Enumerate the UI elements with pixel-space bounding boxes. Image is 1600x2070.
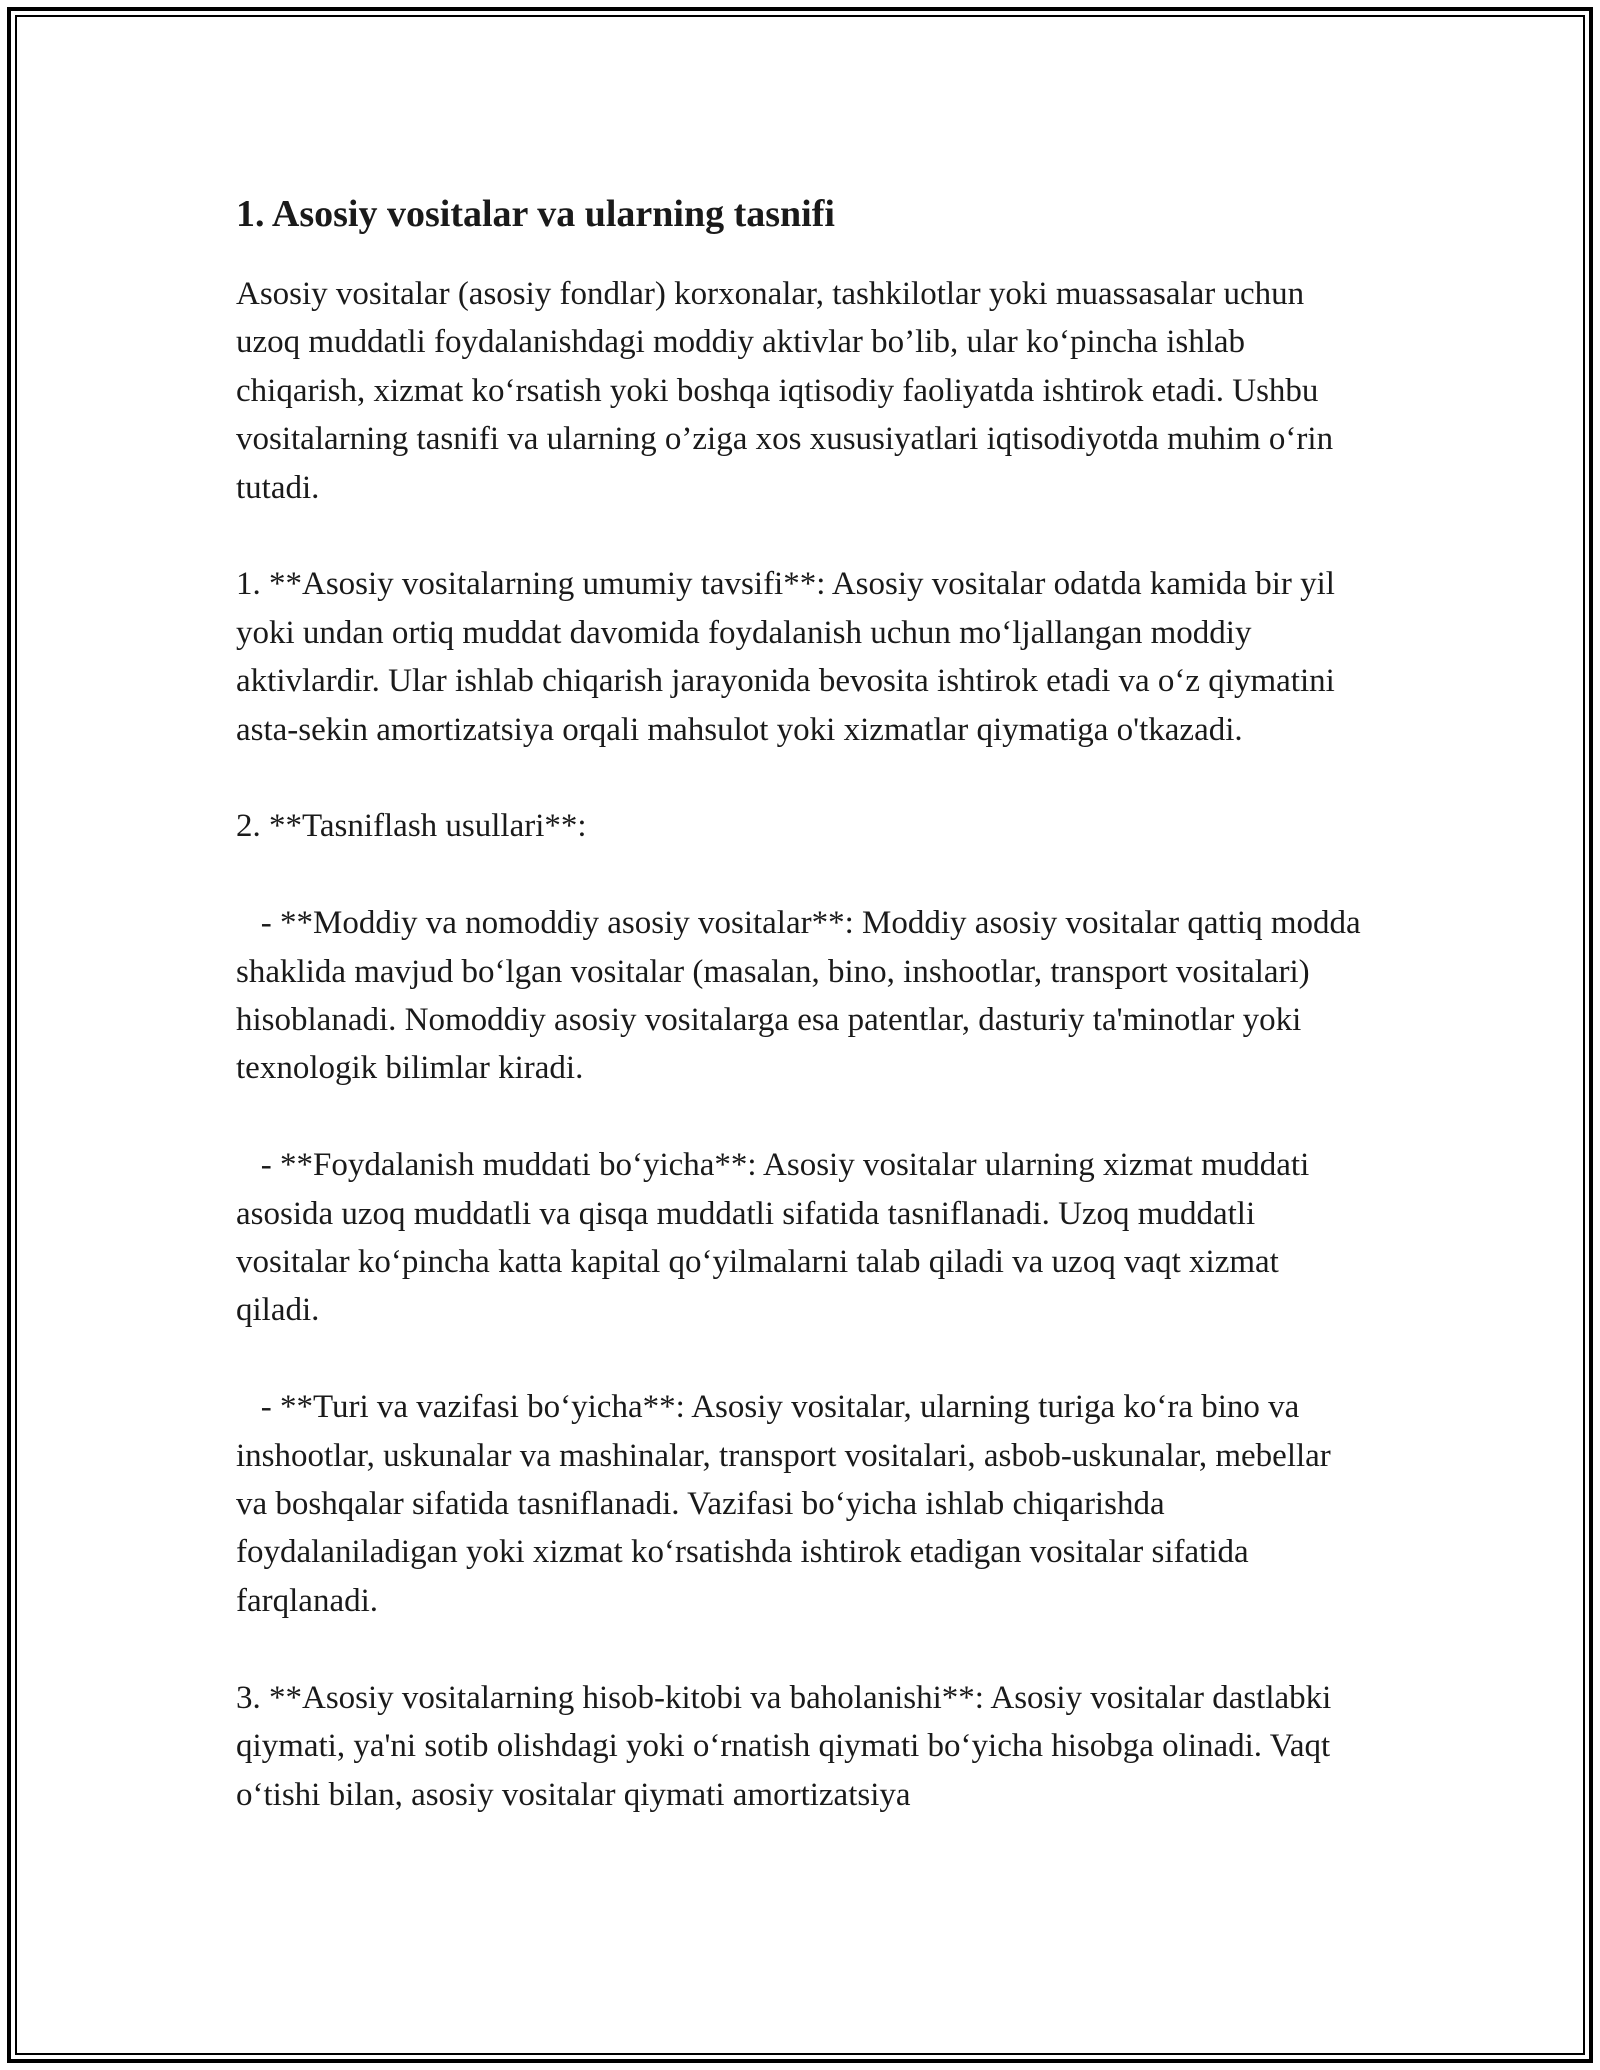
paragraph-type-function: - **Turi va vazifasi bo‘yicha**: Asosiy vositalar, ularning turiga ko‘ra bino va inshootlar, uskunalar va mashinalar, transport vositalari, asbob-uskunalar, mebellar va boshqalar sifatida tasniflanadi. Vazifasi bo‘yicha ishlab chiqarishda foydalaniladigan yoki xizmat ko‘rsatishda ishtirok etadigan vositalar sifatida farqlanadi. [236,1389,1340,1619]
paragraph-accounting-valuation: 3. **Asosiy vositalarning hisob-kitobi va baholanishi**: Asosiy vositalar dastlabki qiymati, ya'ni sotib olishdagi yoki o‘rnatish qiymati bo‘yicha hisobga olinadi. Vaqt o‘tishi bilan, asosiy vositalar qiymati amortizatsiya [236,1679,1340,1813]
paragraph-intro: Asosiy vositalar (asosiy fondlar) korxonalar, tashkilotlar yoki muassasalar uchun uzoq muddatli foydalanishdagi moddiy aktivlar bo’lib, ular ko‘pincha ishlab chiqarish, xizmat ko‘rsatish yoki boshqa iqtisodiy faoliyatda ishtirok etadi. Ushbu vositalarning tasnifi va ularning o’ziga xos xususiyatlari iqtisodiyotda muhim o‘rin tutadi. [236,276,1342,506]
paragraph-usage-period: - **Foydalanish muddati bo‘yicha**: Asosiy vositalar ularning xizmat muddati asosida uzoq muddatli va qisqa muddatli sifatida tasniflanadi. Uzoq muddatli vositalar ko‘pincha katta kapital qo‘yilmalarni talab qiladi va uzoq vaqt xizmat qiladi. [236,1147,1318,1329]
paragraph-general-description: 1. **Asosiy vositalarning umumiy tavsifi**: Asosiy vositalar odatda kamida bir yil yoki undan ortiq muddat davomida foydalanish uchun mo‘ljallangan moddiy aktivlardir. Ular ishlab chiqarish jarayonida bevosita ishtirok etadi va o‘z qiymatini asta-sekin amortizatsiya orqali mahsulot yoki xizmatlar qiymatiga o'tkazadi. [236,566,1344,748]
paragraph-classification-methods: 2. **Tasniflash usullari**: [236,808,587,845]
document-title: 1. Asosiy vositalar va ularning tasnifi [236,193,835,235]
document-body [236,186,1369,1867]
paragraph-tangible-intangible: - **Moddiy va nomoddiy asosiy vositalar**: Moddiy asosiy vositalar qattiq modda shaklida mavjud bo‘lgan vositalar (masalan, bino, inshootlar, transport vositalari) hisoblanadi. Nomoddiy asosiy vositalarga esa patentlar, dasturiy ta'minotlar yoki texnologik bilimlar kiradi. [236,905,1369,1087]
